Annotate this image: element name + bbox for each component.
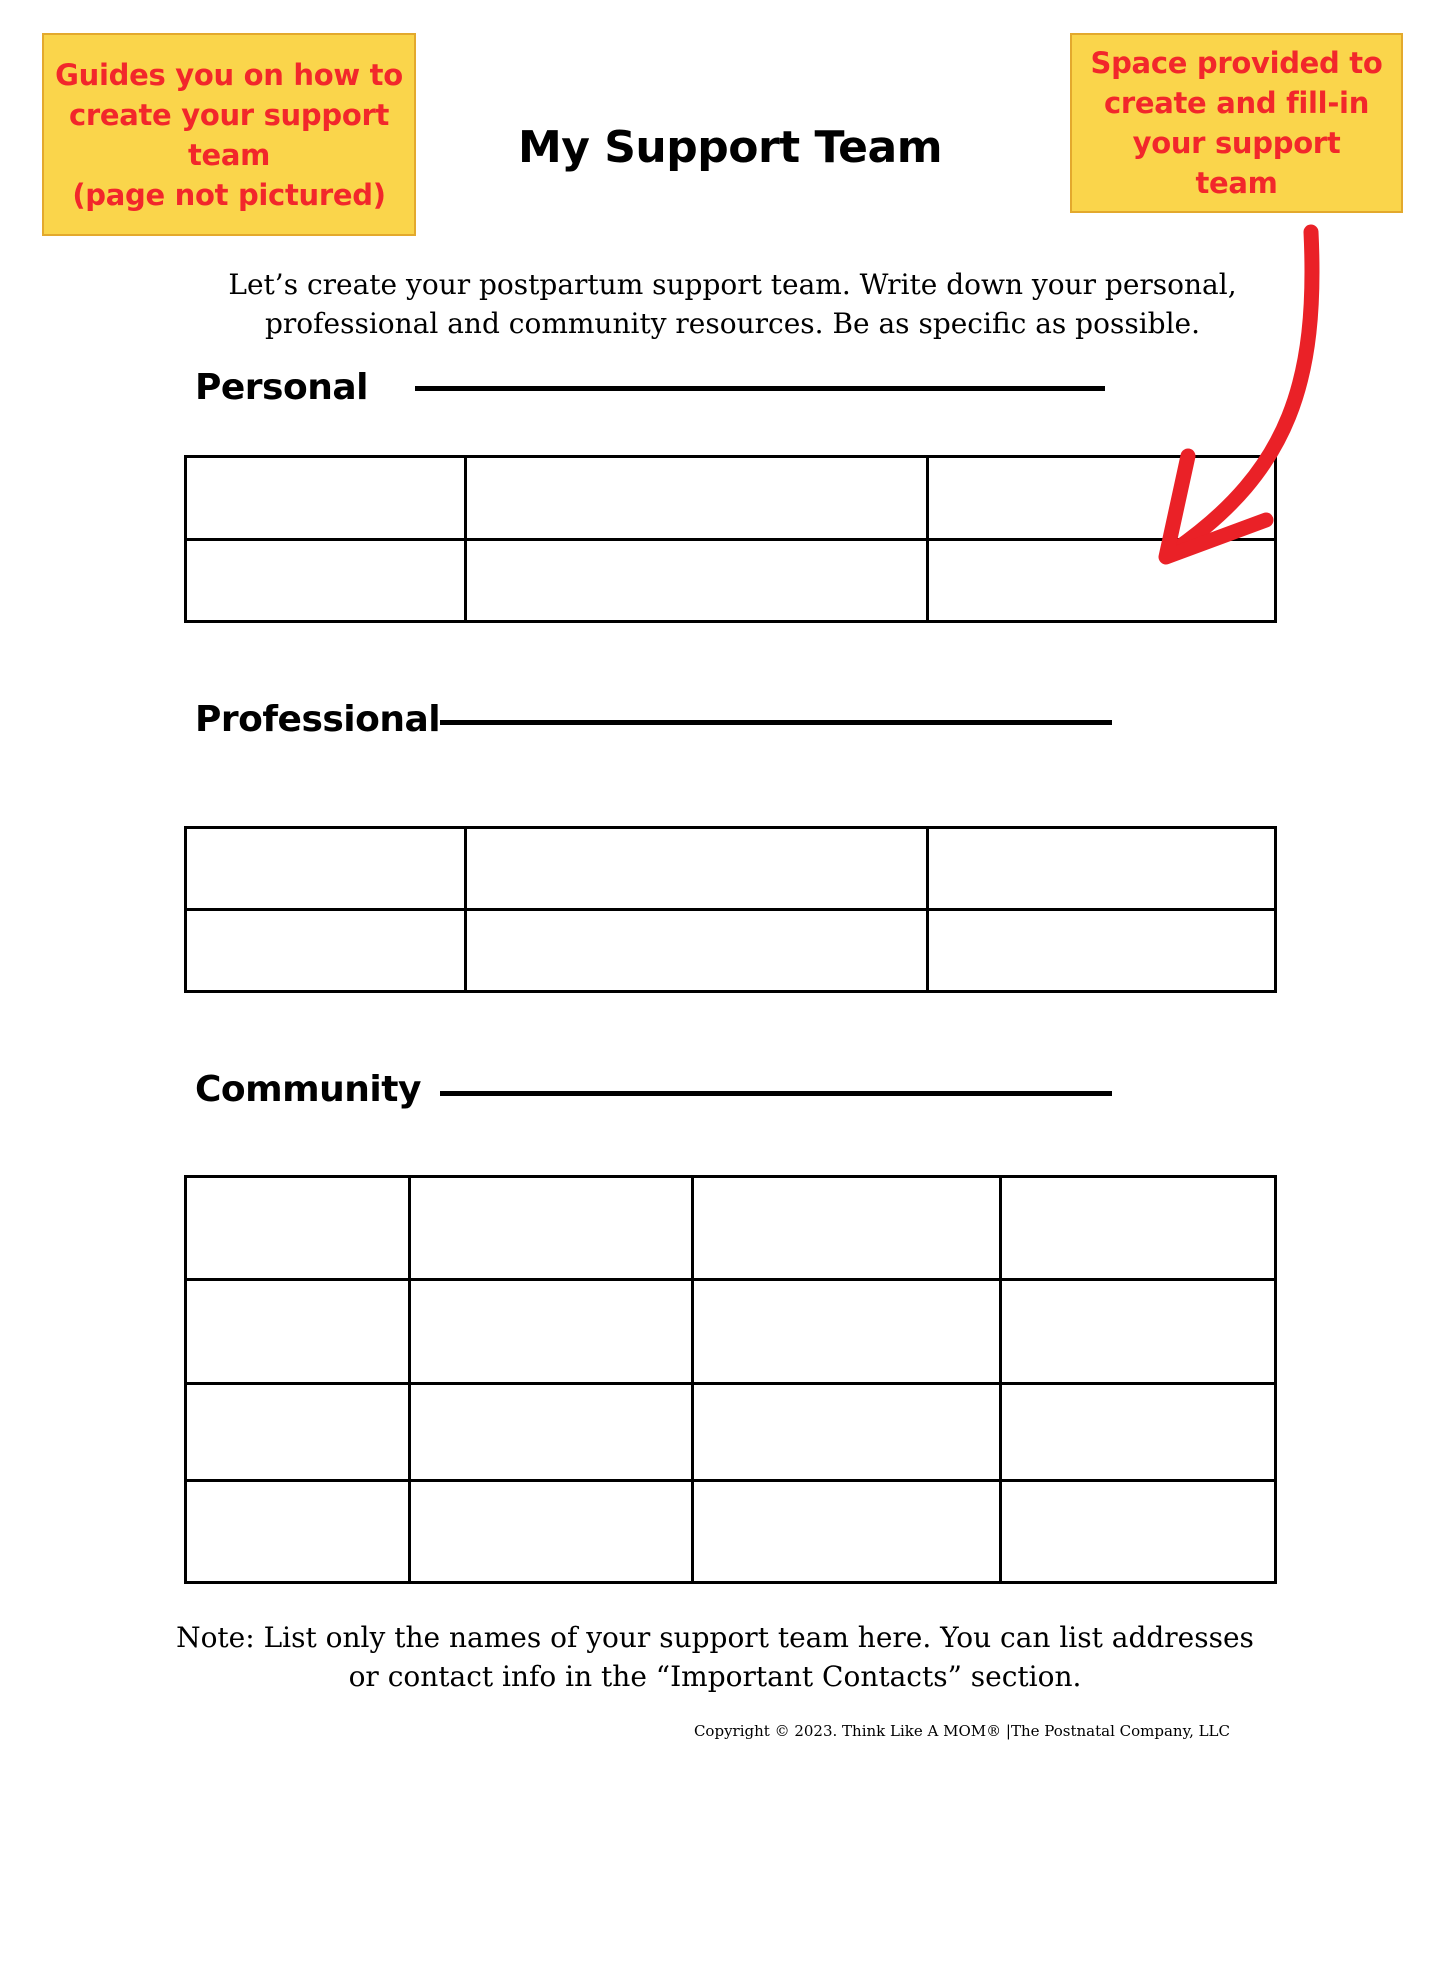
table-cell[interactable] (693, 1177, 1001, 1280)
personal-table (184, 455, 1277, 623)
table-row (186, 828, 1276, 910)
table-cell[interactable] (928, 828, 1276, 910)
page-title: My Support Team (517, 122, 943, 173)
professional-table (184, 826, 1277, 993)
table-cell[interactable] (186, 1481, 410, 1583)
callout-space-note: Space provided to create and fill-in your support team (1070, 33, 1403, 213)
table-cell[interactable] (186, 1177, 410, 1280)
table-cell[interactable] (466, 457, 928, 540)
table-row (186, 1177, 1276, 1280)
table-cell[interactable] (693, 1481, 1001, 1583)
callout-guide-note: Guides you on how to create your support team (page not pictured) (42, 33, 416, 236)
table-cell[interactable] (693, 1384, 1001, 1481)
table-row (186, 457, 1276, 540)
table-cell[interactable] (186, 1384, 410, 1481)
community-table (184, 1175, 1277, 1584)
intro-text: Let’s create your postpartum support team. Write down your personal, professional and community resources. Be as specific as possible. (228, 268, 1237, 340)
table-cell[interactable] (466, 910, 928, 992)
table-cell[interactable] (466, 828, 928, 910)
table-cell[interactable] (1001, 1481, 1276, 1583)
table-row (186, 910, 1276, 992)
table-cell[interactable] (186, 457, 466, 540)
section-label-personal: Personal (195, 367, 368, 408)
table-cell[interactable] (693, 1280, 1001, 1384)
table-cell[interactable] (928, 539, 1276, 622)
professional-write-line[interactable] (440, 720, 1112, 725)
table-row (186, 1481, 1276, 1583)
table-cell[interactable] (1001, 1177, 1276, 1280)
community-write-line[interactable] (440, 1091, 1112, 1096)
table-row (186, 1280, 1276, 1384)
table-cell[interactable] (186, 1280, 410, 1384)
table-cell[interactable] (1001, 1280, 1276, 1384)
table-cell[interactable] (466, 539, 928, 622)
table-cell[interactable] (410, 1384, 693, 1481)
table-cell[interactable] (1001, 1384, 1276, 1481)
table-row (186, 539, 1276, 622)
table-cell[interactable] (186, 910, 466, 992)
section-label-community: Community (195, 1069, 421, 1110)
table-cell[interactable] (410, 1481, 693, 1583)
table-cell[interactable] (928, 910, 1276, 992)
table-cell[interactable] (410, 1177, 693, 1280)
copyright-text: Copyright © 2023. Think Like A MOM® |The Postnatal Company, LLC (693, 1722, 1230, 1740)
table-row (186, 1384, 1276, 1481)
table-cell[interactable] (410, 1280, 693, 1384)
table-cell[interactable] (186, 828, 466, 910)
table-cell[interactable] (186, 539, 466, 622)
section-label-professional: Professional (195, 699, 441, 740)
table-cell[interactable] (928, 457, 1276, 540)
personal-write-line[interactable] (415, 386, 1105, 391)
footer-note: Note: List only the names of your support team here. You can list addresses or contact info in the “Important Contacts” section. (176, 1621, 1254, 1693)
